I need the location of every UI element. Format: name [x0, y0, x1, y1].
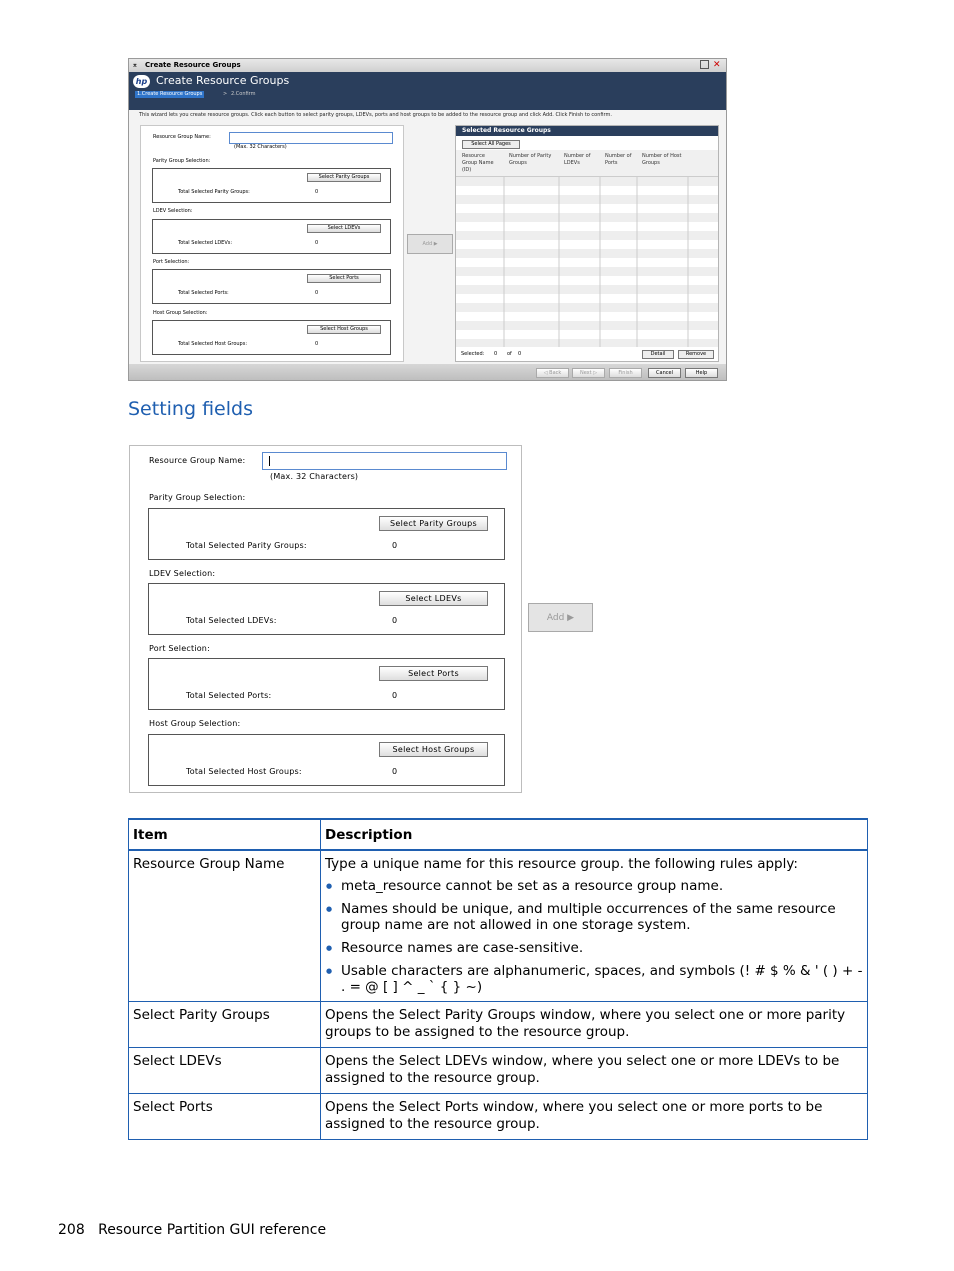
table-row	[129, 1048, 868, 1094]
row-description-text: Type a unique name for this resource group. the following rules apply:	[325, 856, 798, 872]
wizard-header	[129, 72, 726, 110]
selected-panel-footer	[456, 348, 718, 360]
parity-group-selection-label: Parity Group Selection:	[153, 158, 211, 164]
resource-group-name-input[interactable]	[229, 132, 393, 144]
max-chars-hint: (Max. 32 Characters)	[270, 472, 359, 481]
row-item: Select Ports	[129, 1094, 321, 1140]
add-button-label: Add	[546, 613, 565, 623]
total-ports-value: 0	[392, 691, 398, 700]
parity-group-box	[152, 168, 391, 203]
window-title: Create Resource Groups	[145, 61, 241, 69]
resource-group-name-input[interactable]	[262, 452, 507, 470]
add-button[interactable]: Add ▶	[407, 234, 453, 254]
detail-button[interactable]: Detail	[642, 350, 674, 359]
wizard-window	[128, 58, 727, 381]
col-ldevs[interactable]: Number of LDEVs	[564, 153, 591, 166]
finish-button[interactable]: Finish	[609, 368, 642, 378]
header-item: Item	[129, 819, 321, 850]
page-footer	[58, 1222, 326, 1238]
rules-list	[325, 878, 863, 995]
header-title: Create Resource Groups	[156, 74, 290, 87]
port-selection-label: Port Selection:	[153, 259, 190, 265]
port-box	[152, 269, 391, 304]
step-separator: >	[223, 91, 228, 97]
host-group-box	[148, 734, 505, 786]
row-description: Opens the Select LDEVs window, where you select one or more LDEVs to be assigned to the resource group.	[321, 1048, 868, 1094]
total-ports-label: Total Selected Ports:	[186, 691, 272, 700]
selected-panel-title-text: Selected Resource Groups	[462, 127, 551, 134]
resource-group-name-label: Resource Group Name:	[153, 134, 211, 140]
maximize-icon[interactable]	[700, 60, 709, 69]
col-host-groups[interactable]: Number of Host Groups	[642, 153, 682, 166]
selected-label: Selected:	[461, 351, 485, 357]
total-host-groups-label: Total Selected Host Groups:	[186, 767, 302, 776]
parity-group-box	[148, 508, 505, 560]
select-parity-groups-button[interactable]: Select Parity Groups	[307, 173, 381, 182]
port-selection-label: Port Selection:	[149, 644, 210, 653]
selected-count: 0	[494, 351, 498, 357]
select-parity-groups-button[interactable]: Select Parity Groups	[379, 516, 488, 531]
total-ldevs-label: Total Selected LDEVs:	[186, 616, 277, 625]
hp-logo-icon: hp	[133, 75, 150, 88]
text-caret	[269, 456, 270, 466]
parity-group-selection-label: Parity Group Selection:	[149, 493, 246, 502]
row-item: Resource Group Name	[129, 850, 321, 1002]
total-ldevs-label: Total Selected LDEVs:	[178, 240, 233, 246]
total-ports-value: 0	[315, 290, 319, 296]
resource-group-name-label: Resource Group Name:	[149, 456, 246, 465]
row-item: Select Parity Groups	[129, 1002, 321, 1048]
next-button[interactable]: Next ▷	[572, 368, 605, 378]
total-ldevs-value: 0	[315, 240, 319, 246]
table-header-row	[129, 819, 868, 850]
host-group-box	[152, 320, 391, 355]
of-count: 0	[518, 351, 522, 357]
row-description: Opens the Select Ports window, where you select one or more ports to be assigned to the resource group.	[321, 1094, 868, 1140]
selected-table-body	[456, 177, 718, 347]
select-ports-button[interactable]: Select Ports	[307, 274, 381, 283]
total-parity-groups-label: Total Selected Parity Groups:	[186, 541, 307, 550]
select-ldevs-button[interactable]: Select LDEVs	[307, 224, 381, 233]
total-host-groups-label: Total Selected Host Groups:	[178, 341, 248, 347]
total-host-groups-value: 0	[392, 767, 398, 776]
list-item: ● Resource names are case-sensitive.	[341, 940, 863, 956]
of-label: of	[507, 351, 512, 357]
select-ldevs-button[interactable]: Select LDEVs	[379, 591, 488, 606]
table-row	[129, 1002, 868, 1048]
wizard-intro: This wizard lets you create resource groups. Click each button to select parity groups, LDEVs, ports and host groups to be added to the resource group and click Add. Click Finish to confirm.	[139, 112, 612, 118]
ldev-box	[152, 219, 391, 254]
footer-title: Resource Partition GUI reference	[98, 1222, 327, 1238]
host-group-selection-label: Host Group Selection:	[153, 310, 208, 316]
total-host-groups-value: 0	[315, 341, 319, 347]
list-item: ● meta_resource cannot be set as a resource group name.	[341, 878, 863, 894]
col-resource-group-name[interactable]: Resource Group Name (ID)	[462, 153, 494, 173]
col-parity-groups[interactable]: Number of Parity Groups	[509, 153, 552, 166]
remove-button[interactable]: Remove	[678, 350, 714, 359]
settings-panel	[140, 125, 404, 362]
host-group-selection-label: Host Group Selection:	[149, 719, 241, 728]
add-button-label: Add	[422, 241, 433, 247]
selected-panel-title	[456, 126, 718, 136]
list-item: ● Usable characters are alphanumeric, spaces, and symbols (! # $ % & ' ( ) + - . = @ [ ] ^ _ ` { } ~)	[341, 963, 863, 995]
add-button-enlarged[interactable]: Add ▶	[528, 603, 593, 632]
back-button[interactable]: ◁ Back	[536, 368, 569, 378]
ldev-box	[148, 583, 505, 635]
window-titlebar	[129, 59, 726, 72]
select-ports-button[interactable]: Select Ports	[379, 666, 488, 681]
table-row	[129, 850, 868, 1002]
port-box	[148, 658, 505, 710]
ldev-selection-label: LDEV Selection:	[153, 208, 193, 214]
selected-table-header	[456, 150, 718, 177]
select-host-groups-button[interactable]: Select Host Groups	[379, 742, 488, 757]
row-description	[321, 850, 868, 1002]
cancel-button[interactable]: Cancel	[648, 368, 681, 378]
empty-rows-grid	[456, 177, 718, 347]
settings-table	[128, 818, 868, 1140]
total-parity-groups-value: 0	[392, 541, 398, 550]
ldev-selection-label: LDEV Selection:	[149, 569, 216, 578]
total-parity-groups-value: 0	[315, 189, 319, 195]
pin-icon[interactable]: ⌅	[132, 61, 138, 69]
list-item: ● Names should be unique, and multiple occurrences of the same resource group name are not allowed in one storage system.	[341, 901, 863, 933]
total-parity-groups-label: Total Selected Parity Groups:	[178, 189, 250, 195]
selected-resource-groups-panel	[455, 125, 719, 362]
step-current: 1.Create Resource Groups	[137, 91, 203, 97]
col-ports[interactable]: Number of Ports	[605, 153, 632, 166]
step-confirm: 2.Confirm	[231, 91, 256, 97]
row-description: Opens the Select Parity Groups window, where you select one or more parity groups to be assigned to the resource group.	[321, 1002, 868, 1048]
select-all-pages-button[interactable]: Select All Pages	[462, 140, 520, 149]
page-number: 208	[58, 1222, 85, 1238]
max-chars-hint: (Max. 32 Characters)	[234, 144, 287, 150]
row-item: Select LDEVs	[129, 1048, 321, 1094]
settings-panel-enlarged	[129, 445, 522, 793]
section-heading: Setting fields	[128, 398, 253, 420]
total-ports-label: Total Selected Ports:	[178, 290, 229, 296]
close-icon[interactable]: ✕	[713, 60, 721, 70]
header-description: Description	[321, 819, 868, 850]
total-ldevs-value: 0	[392, 616, 398, 625]
help-button[interactable]: Help	[685, 368, 718, 378]
wizard-nav-bar	[129, 364, 726, 381]
table-row	[129, 1094, 868, 1140]
select-host-groups-button[interactable]: Select Host Groups	[307, 325, 381, 334]
